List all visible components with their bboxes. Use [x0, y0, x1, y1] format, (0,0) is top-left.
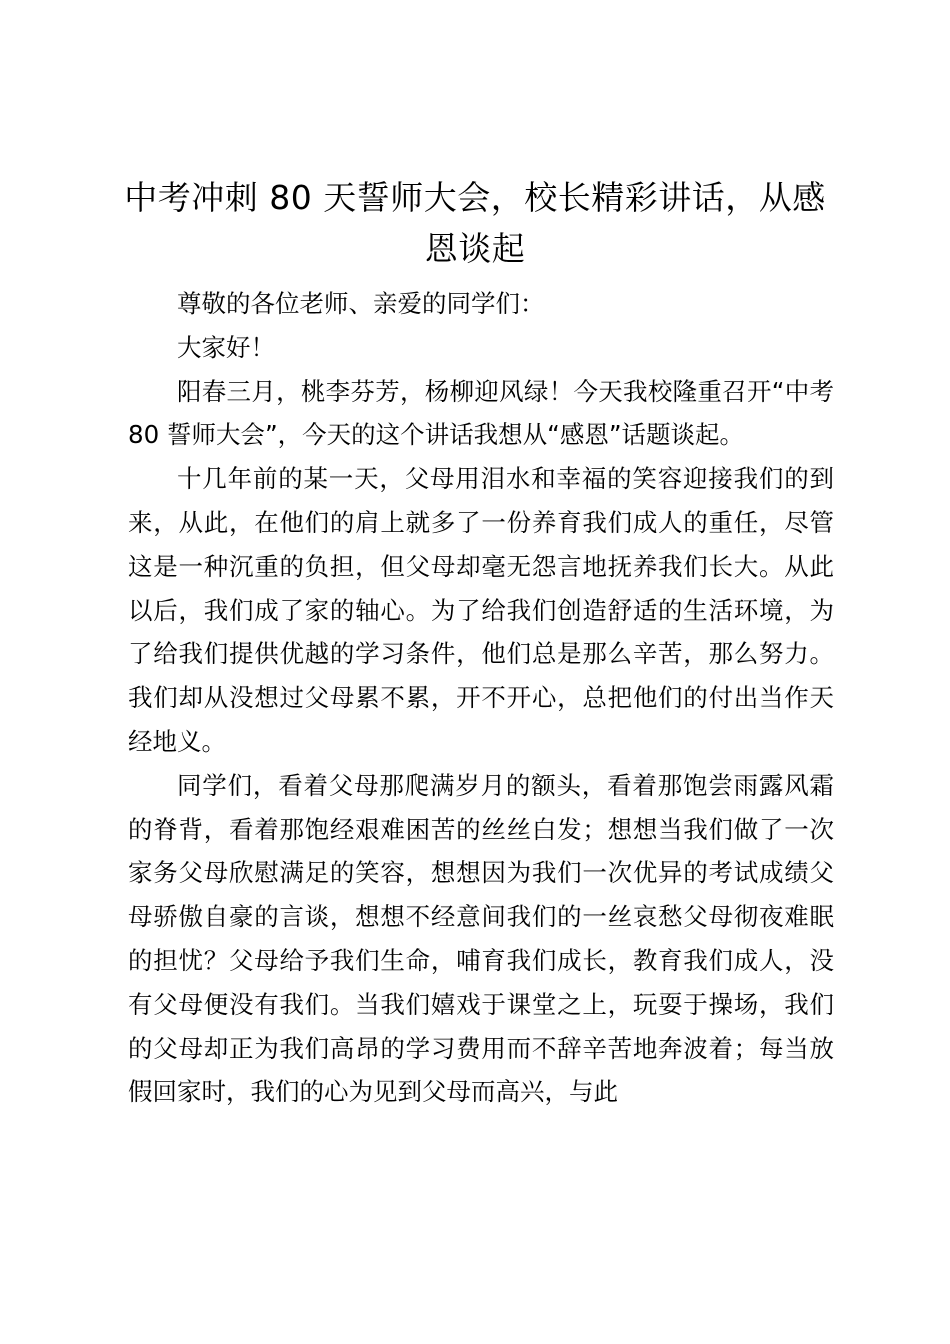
body-paragraph: 阳春三月，桃李芬芳，杨柳迎风绿！今天我校隆重召开“中考 80 誓师大会”，今天的这个讲话我想从“感恩”话题谈起。 — [128, 376, 834, 450]
document-body — [128, 282, 834, 1114]
greeting-paragraph: 大家好！ — [177, 332, 275, 362]
body-paragraph: 十几年前的某一天，父母用泪水和幸福的笑容迎接我们的到来，从此，在他们的肩上就多了一份养育我们成人的重任，尽管这是一种沉重的负担，但父母却毫无怨言地抚养我们长大。从此以后，我们成了家的轴心。为了给我们创造舒适的生活环境，为了给我们提供优越的学习条件，他们总是那么辛苦，那么努力。我们却从没想过父母累不累，开不开心，总把他们的付出当作天经地义。 — [128, 464, 834, 756]
salutation-paragraph: 尊敬的各位老师、亲爱的同学们： — [177, 289, 545, 318]
document-title: 中考冲刺 80 天誓师大会，校长精彩讲话，从感恩谈起 — [124, 178, 826, 268]
body-paragraph: 同学们，看着父母那爬满岁月的额头，看着那饱尝雨露风霜的脊背，看着那饱经艰难困苦的丝丝白发；想想当我们做了一次家务父母欣慰满足的笑容，想想因为我们一次优异的考试成绩父母骄傲自豪的言谈，想想不经意间我们的一丝哀愁父母彻夜难眠的担忧？父母给予我们生命，哺育我们成长，教育我们成人，没有父母便没有我们。当我们嬉戏于课堂之上，玩耍于操场，我们的父母却正为我们高昂的学习费用而不辞辛苦地奔波着；每当放假回家时，我们的心为见到父母而高兴，与此 — [128, 770, 834, 1107]
